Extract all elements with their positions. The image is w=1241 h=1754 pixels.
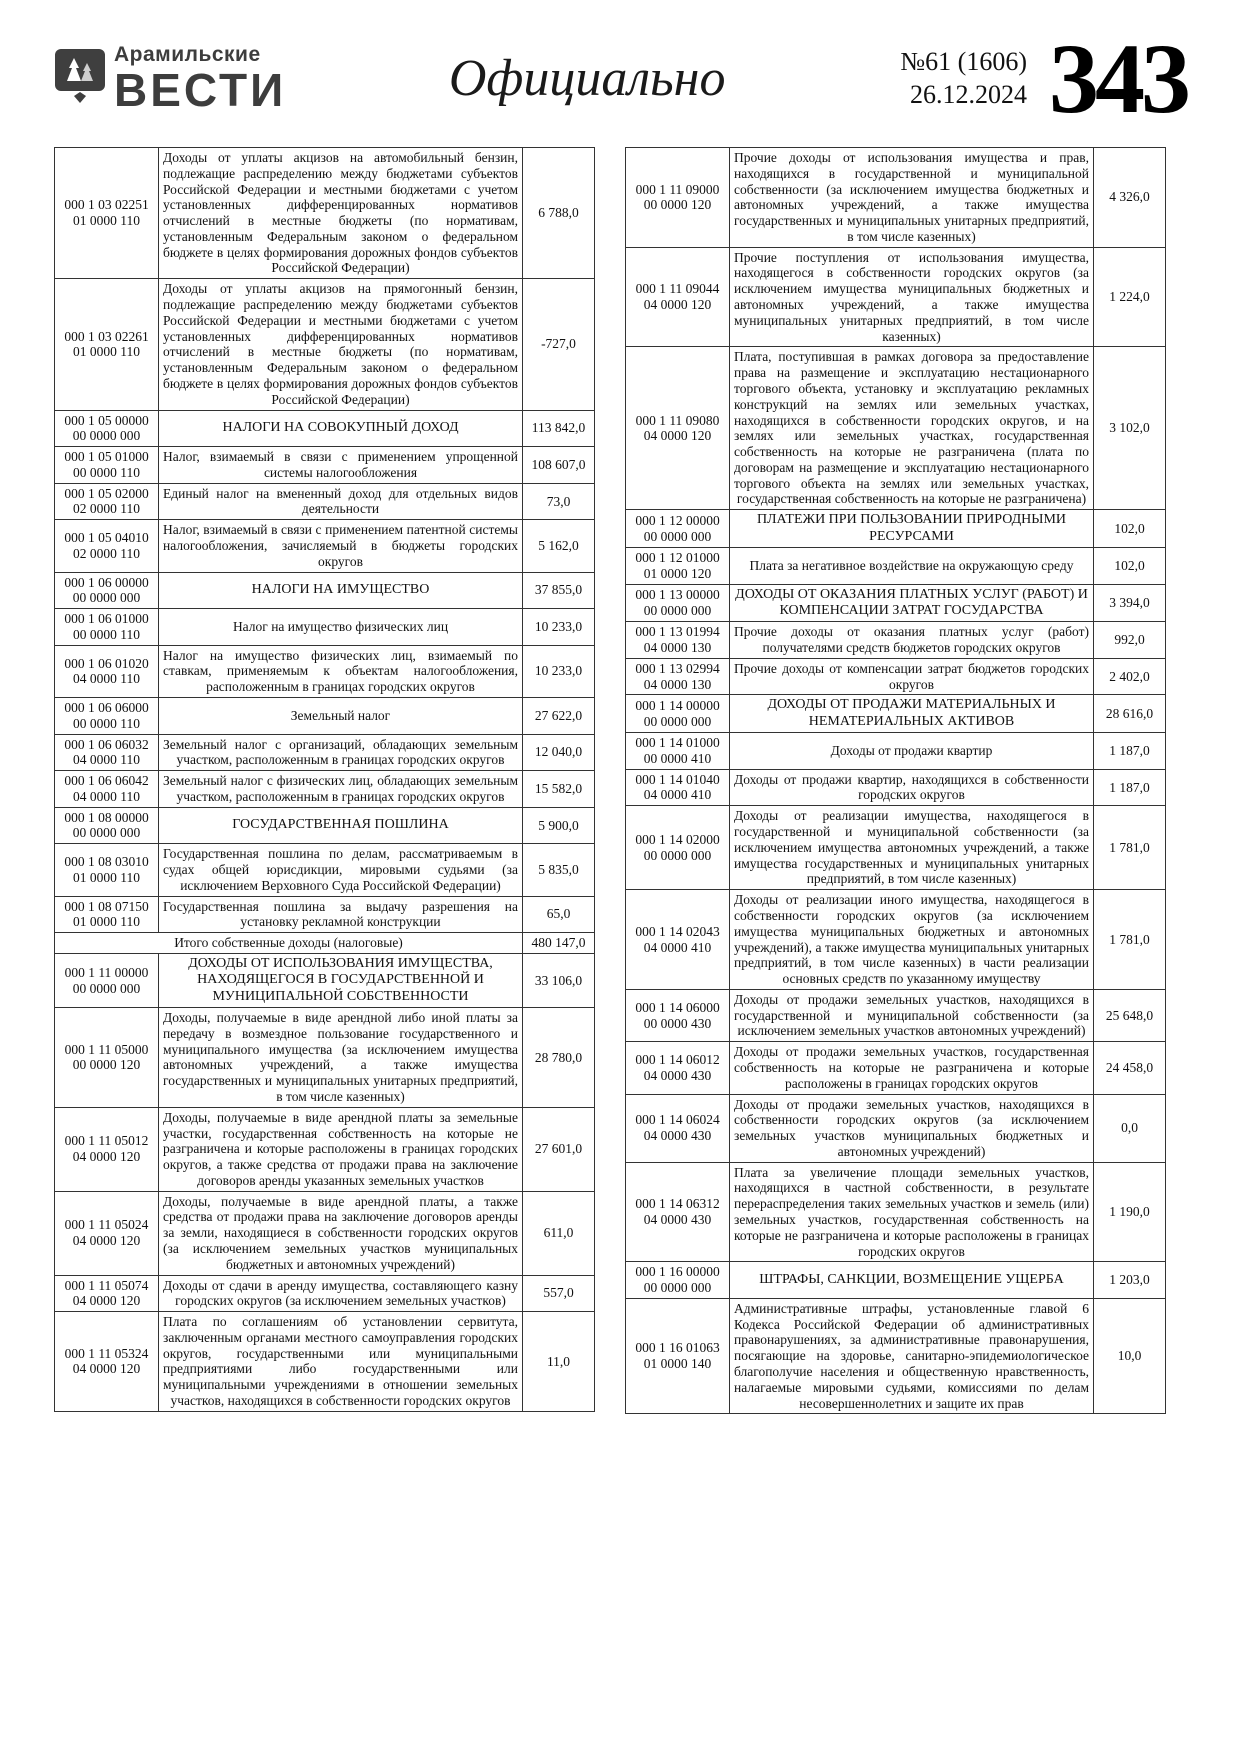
content-columns	[54, 147, 1187, 1414]
row-amount: 28 616,0	[1094, 695, 1166, 733]
row-code: 000 1 11 05324 04 0000 120	[55, 1312, 159, 1412]
row-amount: 11,0	[523, 1312, 595, 1412]
newspaper-logo	[54, 43, 314, 116]
table-row	[626, 247, 1166, 347]
table-row	[55, 1191, 595, 1275]
row-code: 000 1 14 06312 04 0000 430	[626, 1162, 730, 1262]
row-description: Налог, взимаемый в связи с применением патентной системы налогообложения, зачисляемый в бюджеты городских округов	[159, 520, 523, 572]
row-description: Государственная пошлина по делам, рассматриваемым в судах общей юрисдикции, мировыми судьями (за исключением Верховного Суда Российской Федерации)	[159, 844, 523, 896]
row-description: Прочие доходы от использования имущества и прав, находящихся в государственной и муниципальной собственности (за исключением имущества бюджетных и автономных учреждений, а также имущества государственных и муниципальных унитарных предприятий, в том числе казенных)	[730, 148, 1094, 248]
row-code: 000 1 06 01000 00 0000 110	[55, 609, 159, 646]
table-row	[55, 1107, 595, 1191]
row-code: 000 1 05 00000 00 0000 000	[55, 410, 159, 447]
row-code: 000 1 14 00000 00 0000 000	[626, 695, 730, 733]
row-description: Плата за негативное воздействие на окружающую среду	[730, 547, 1094, 584]
row-description: Земельный налог с физических лиц, обладающих земельным участком, расположенным в границах городских округов	[159, 771, 523, 808]
row-description: Доходы от сдачи в аренду имущества, составляющего казну городских округов (за исключением земельных участков)	[159, 1275, 523, 1312]
row-description: Налог на имущество физических лиц	[159, 609, 523, 646]
row-code: 000 1 08 07150 01 0000 110	[55, 896, 159, 933]
table-row	[55, 1275, 595, 1312]
table-row	[55, 410, 595, 447]
row-description: Плата, поступившая в рамках договора за предоставление права на размещение и эксплуатацию нестационарного торгового объекта, установку и эксплуатацию рекламных конструкций на землях или земельных участках, находящихся в собственности городских округов, и на землях или земельных участках, государственная собственность на которые не разграничена (плата по договорам на размещение и эксплуатацию нестационарного торгового объекта на землях или земельных участках, государственная собственность на которые не разграничена)	[730, 347, 1094, 510]
row-description: Доходы от продажи земельных участков, находящихся в государственной и муниципальной собственности (за исключением земельных участков автономных учреждений)	[730, 989, 1094, 1041]
row-code: 000 1 12 00000 00 0000 000	[626, 510, 730, 548]
table-row	[55, 483, 595, 520]
table-row	[55, 520, 595, 572]
row-amount: 73,0	[523, 483, 595, 520]
row-amount: 33 106,0	[523, 953, 595, 1007]
row-amount: 6 788,0	[523, 148, 595, 279]
row-description: Доходы, получаемые в виде арендной либо иной платы за передачу в возмездное пользование государственного и муниципального имущества (за исключением имущества автономных учреждений, а также имущества государственных и муниципальных унитарных предприятий, в том числе казенных)	[159, 1008, 523, 1108]
table-row	[626, 769, 1166, 806]
row-code: 000 1 13 01994 04 0000 130	[626, 622, 730, 659]
row-code: 000 1 14 06024 04 0000 430	[626, 1094, 730, 1162]
table-row	[55, 1008, 595, 1108]
row-code: 000 1 14 06012 04 0000 430	[626, 1042, 730, 1094]
row-description: Земельный налог	[159, 698, 523, 735]
row-amount: 108 607,0	[523, 447, 595, 484]
row-description: Доходы, получаемые в виде арендной платы, а также средства от продажи права на заключение договоров аренды за земли, находящиеся в собственности городских округов (за исключением земельных участков муниципальных бюджетных и автономных учреждений)	[159, 1191, 523, 1275]
row-amount: 102,0	[1094, 547, 1166, 584]
row-description: Государственная пошлина за выдачу разрешения на установку рекламной конструкции	[159, 896, 523, 933]
table-row	[55, 279, 595, 410]
section-title: Официально	[448, 50, 726, 107]
row-code: 000 1 16 01063 01 0000 140	[626, 1298, 730, 1413]
row-code: 000 1 08 00000 00 0000 000	[55, 807, 159, 844]
row-code: 000 1 11 05024 04 0000 120	[55, 1191, 159, 1275]
row-description: Земельный налог с организаций, обладающих земельным участком, расположенным в границах городских округов	[159, 734, 523, 771]
row-description: Доходы от реализации иного имущества, находящегося в собственности городских округов (за исключением имущества муниципальных бюджетных и автономных учреждений), а также имущества муниципальных унитарных предприятий, в том числе казенных) в части реализации основных средств по указанному имуществу	[730, 890, 1094, 990]
row-description: Доходы от реализации имущества, находящегося в государственной и муниципальной собственности (за исключением имущества автономных учреждений, а также имущества государственных и муниципальных унитарных предприятий, в том числе казенных)	[730, 806, 1094, 890]
table-row	[55, 844, 595, 896]
table-row	[626, 622, 1166, 659]
total-row	[55, 933, 595, 954]
row-amount: 5 900,0	[523, 807, 595, 844]
table-row	[55, 771, 595, 808]
row-amount: 1 203,0	[1094, 1262, 1166, 1299]
budget-table-right	[625, 147, 1166, 1414]
issue-block	[900, 46, 1027, 111]
row-amount: 27 601,0	[523, 1107, 595, 1191]
row-amount: 113 842,0	[523, 410, 595, 447]
row-description: НАЛОГИ НА СОВОКУПНЫЙ ДОХОД	[159, 410, 523, 447]
row-amount: 15 582,0	[523, 771, 595, 808]
row-code: 000 1 05 01000 00 0000 110	[55, 447, 159, 484]
row-code: 000 1 14 01040 04 0000 410	[626, 769, 730, 806]
table-row	[55, 148, 595, 279]
table-row	[55, 609, 595, 646]
row-amount: 557,0	[523, 1275, 595, 1312]
budget-table-left	[54, 147, 595, 1412]
row-code: 000 1 14 01000 00 0000 410	[626, 733, 730, 770]
row-code: 000 1 03 02251 01 0000 110	[55, 148, 159, 279]
row-code: 000 1 06 01020 04 0000 110	[55, 645, 159, 697]
row-amount: 1 224,0	[1094, 247, 1166, 347]
row-code: 000 1 03 02261 01 0000 110	[55, 279, 159, 410]
row-amount: 1 187,0	[1094, 733, 1166, 770]
row-amount: 480 147,0	[523, 933, 595, 954]
table-row	[626, 1262, 1166, 1299]
row-code: 000 1 13 00000 00 0000 000	[626, 584, 730, 622]
table-row	[626, 510, 1166, 548]
brand-name-bottom: ВЕСТИ	[114, 64, 287, 116]
row-amount: 4 326,0	[1094, 148, 1166, 248]
row-description: Доходы от уплаты акцизов на прямогонный бензин, подлежащие распределению между бюджетами субъектов Российской Федерации и местными бюджетами с учетом установленных дифференцированных нормативов отчислений в местные бюджеты (по нормативам, установленным Федеральным законом о федеральном бюджете в целях формирования дорожных фондов субъектов Российской Федерации)	[159, 279, 523, 410]
row-description: ДОХОДЫ ОТ ОКАЗАНИЯ ПЛАТНЫХ УСЛУГ (РАБОТ) И КОМПЕНСАЦИИ ЗАТРАТ ГОСУДАРСТВА	[730, 584, 1094, 622]
table-row	[626, 890, 1166, 990]
row-code: 000 1 14 06000 00 0000 430	[626, 989, 730, 1041]
row-code: 000 1 05 04010 02 0000 110	[55, 520, 159, 572]
row-code: 000 1 12 01000 01 0000 120	[626, 547, 730, 584]
issue-date: 26.12.2024	[910, 79, 1027, 109]
table-row	[626, 1094, 1166, 1162]
row-amount: 3 102,0	[1094, 347, 1166, 510]
row-amount: 102,0	[1094, 510, 1166, 548]
row-code: 000 1 06 00000 00 0000 000	[55, 572, 159, 609]
row-description: Доходы от продажи квартир, находящихся в собственности городских округов	[730, 769, 1094, 806]
row-description: Единый налог на вмененный доход для отдельных видов деятельности	[159, 483, 523, 520]
row-description: Доходы от продажи земельных участков, находящихся в собственности городских округов (за исключением земельных участков муниципальных бюджетных и автономных учреждений)	[730, 1094, 1094, 1162]
table-row	[55, 896, 595, 933]
row-code: 000 1 11 00000 00 0000 000	[55, 953, 159, 1007]
row-amount: 10 233,0	[523, 609, 595, 646]
row-code: 000 1 11 09080 04 0000 120	[626, 347, 730, 510]
table-row	[626, 547, 1166, 584]
row-description: Плата по соглашениям об установлении сервитута, заключенным органами местного самоуправления городских округов, государственными или муниципальными предприятиями либо государственными или муниципальными учреждениями в отношении земельных участков, находящихся в собственности городских округов	[159, 1312, 523, 1412]
row-code: 000 1 05 02000 02 0000 110	[55, 483, 159, 520]
issue-number: №61 (1606)	[900, 47, 1027, 76]
row-amount: 5 162,0	[523, 520, 595, 572]
table-row	[626, 695, 1166, 733]
row-code: 000 1 11 05074 04 0000 120	[55, 1275, 159, 1312]
row-amount: 28 780,0	[523, 1008, 595, 1108]
row-description: Плата за увеличение площади земельных участков, находящихся в частной собственности, в результате перераспределения таких земельных участков и земель (или) земельных участков, государственная собственность на которые не разграничена и которые расположены в границах городских округов	[730, 1162, 1094, 1262]
row-code: 000 1 06 06000 00 0000 110	[55, 698, 159, 735]
table-row	[626, 733, 1166, 770]
row-amount: 992,0	[1094, 622, 1166, 659]
table-row	[55, 1312, 595, 1412]
row-code: 000 1 06 06032 04 0000 110	[55, 734, 159, 771]
table-row	[55, 447, 595, 484]
table-row	[626, 148, 1166, 248]
row-code: 000 1 11 09044 04 0000 120	[626, 247, 730, 347]
row-amount: 65,0	[523, 896, 595, 933]
row-description: Налог, взимаемый в связи с применением упрощенной системы налогообложения	[159, 447, 523, 484]
row-amount: 1 781,0	[1094, 806, 1166, 890]
row-description: ШТРАФЫ, САНКЦИИ, ВОЗМЕЩЕНИЕ УЩЕРБА	[730, 1262, 1094, 1299]
table-row	[55, 698, 595, 735]
row-code: 000 1 11 05012 04 0000 120	[55, 1107, 159, 1191]
table-row	[55, 953, 595, 1007]
row-code: 000 1 06 06042 04 0000 110	[55, 771, 159, 808]
row-code: 000 1 14 02043 04 0000 410	[626, 890, 730, 990]
row-amount: 5 835,0	[523, 844, 595, 896]
row-amount: 0,0	[1094, 1094, 1166, 1162]
row-description: ДОХОДЫ ОТ ИСПОЛЬЗОВАНИЯ ИМУЩЕСТВА, НАХОДЯЩЕГОСЯ В ГОСУДАРСТВЕННОЙ И МУНИЦИПАЛЬНОЙ СОБСТВЕННОСТИ	[159, 953, 523, 1007]
row-amount: 611,0	[523, 1191, 595, 1275]
row-amount: 37 855,0	[523, 572, 595, 609]
row-amount: 1 187,0	[1094, 769, 1166, 806]
row-amount: 1 781,0	[1094, 890, 1166, 990]
table-row	[626, 347, 1166, 510]
table-row	[55, 734, 595, 771]
table-row	[626, 1298, 1166, 1413]
table-row	[55, 807, 595, 844]
row-description: Административные штрафы, установленные главой 6 Кодекса Российской Федерации об административных правонарушениях, за административные правонарушения, посягающие на здоровье, санитарно-эпидемиологическое благополучие населения и общественную нравственность, налагаемые мировыми судьями, комиссиями по делам несовершеннолетних и защите их прав	[730, 1298, 1094, 1413]
row-description: Прочие доходы от компенсации затрат бюджетов городских округов	[730, 658, 1094, 695]
row-description: Налог на имущество физических лиц, взимаемый по ставкам, применяемым к объектам налогообложения, расположенным в границах городских округов	[159, 645, 523, 697]
row-code: 000 1 08 03010 01 0000 110	[55, 844, 159, 896]
row-code: 000 1 14 02000 00 0000 000	[626, 806, 730, 890]
row-amount: 27 622,0	[523, 698, 595, 735]
table-row	[626, 584, 1166, 622]
row-description: Доходы от продажи квартир	[730, 733, 1094, 770]
row-amount: 10,0	[1094, 1298, 1166, 1413]
table-row	[626, 658, 1166, 695]
row-code: 000 1 13 02994 04 0000 130	[626, 658, 730, 695]
row-description: Доходы от продажи земельных участков, государственная собственность на которые не разграничена и которые расположены в границах городских округов	[730, 1042, 1094, 1094]
row-description: ПЛАТЕЖИ ПРИ ПОЛЬЗОВАНИИ ПРИРОДНЫМИ РЕСУРСАМИ	[730, 510, 1094, 548]
row-code: 000 1 11 05000 00 0000 120	[55, 1008, 159, 1108]
row-amount: -727,0	[523, 279, 595, 410]
row-description: Прочие поступления от использования имущества, находящегося в собственности городских округов (за исключением имущества муниципальных бюджетных и автономных учреждений, а также имущества муниципальных унитарных предприятий, в том числе казенных)	[730, 247, 1094, 347]
row-amount: 12 040,0	[523, 734, 595, 771]
page-number: 343	[1049, 23, 1187, 134]
row-description: Доходы, получаемые в виде арендной платы за земельные участки, государственная собственность на которые не разграничена и которые расположены в границах городских округов, а также средства от продажи права на заключение договоров аренды указанных земельных участков	[159, 1107, 523, 1191]
row-amount: 10 233,0	[523, 645, 595, 697]
row-description: НАЛОГИ НА ИМУЩЕСТВО	[159, 572, 523, 609]
page-header	[54, 23, 1187, 134]
table-row	[626, 1042, 1166, 1094]
table-row	[55, 645, 595, 697]
row-amount: 3 394,0	[1094, 584, 1166, 622]
table-row	[626, 1162, 1166, 1262]
row-code: 000 1 16 00000 00 0000 000	[626, 1262, 730, 1299]
brand-name-top: Арамильские	[114, 43, 261, 66]
row-total-label: Итого собственные доходы (налоговые)	[55, 933, 523, 954]
row-amount: 25 648,0	[1094, 989, 1166, 1041]
row-description: ГОСУДАРСТВЕННАЯ ПОШЛИНА	[159, 807, 523, 844]
row-amount: 1 190,0	[1094, 1162, 1166, 1262]
logo-emblem-icon	[54, 48, 106, 109]
table-row	[626, 989, 1166, 1041]
row-description: Прочие доходы от оказания платных услуг (работ) получателями средств бюджетов городских округов	[730, 622, 1094, 659]
row-code: 000 1 11 09000 00 0000 120	[626, 148, 730, 248]
row-amount: 2 402,0	[1094, 658, 1166, 695]
table-row	[55, 572, 595, 609]
row-amount: 24 458,0	[1094, 1042, 1166, 1094]
table-row	[626, 806, 1166, 890]
row-description: Доходы от уплаты акцизов на автомобильный бензин, подлежащие распределению между бюджетами субъектов Российской Федерации и местными бюджетами с учетом установленных дифференцированных нормативов отчислений в местные бюджеты (по нормативам, установленным Федеральным законом о федеральном бюджете в целях формирования дорожных фондов субъектов Российской Федерации)	[159, 148, 523, 279]
row-description: ДОХОДЫ ОТ ПРОДАЖИ МАТЕРИАЛЬНЫХ И НЕМАТЕРИАЛЬНЫХ АКТИВОВ	[730, 695, 1094, 733]
